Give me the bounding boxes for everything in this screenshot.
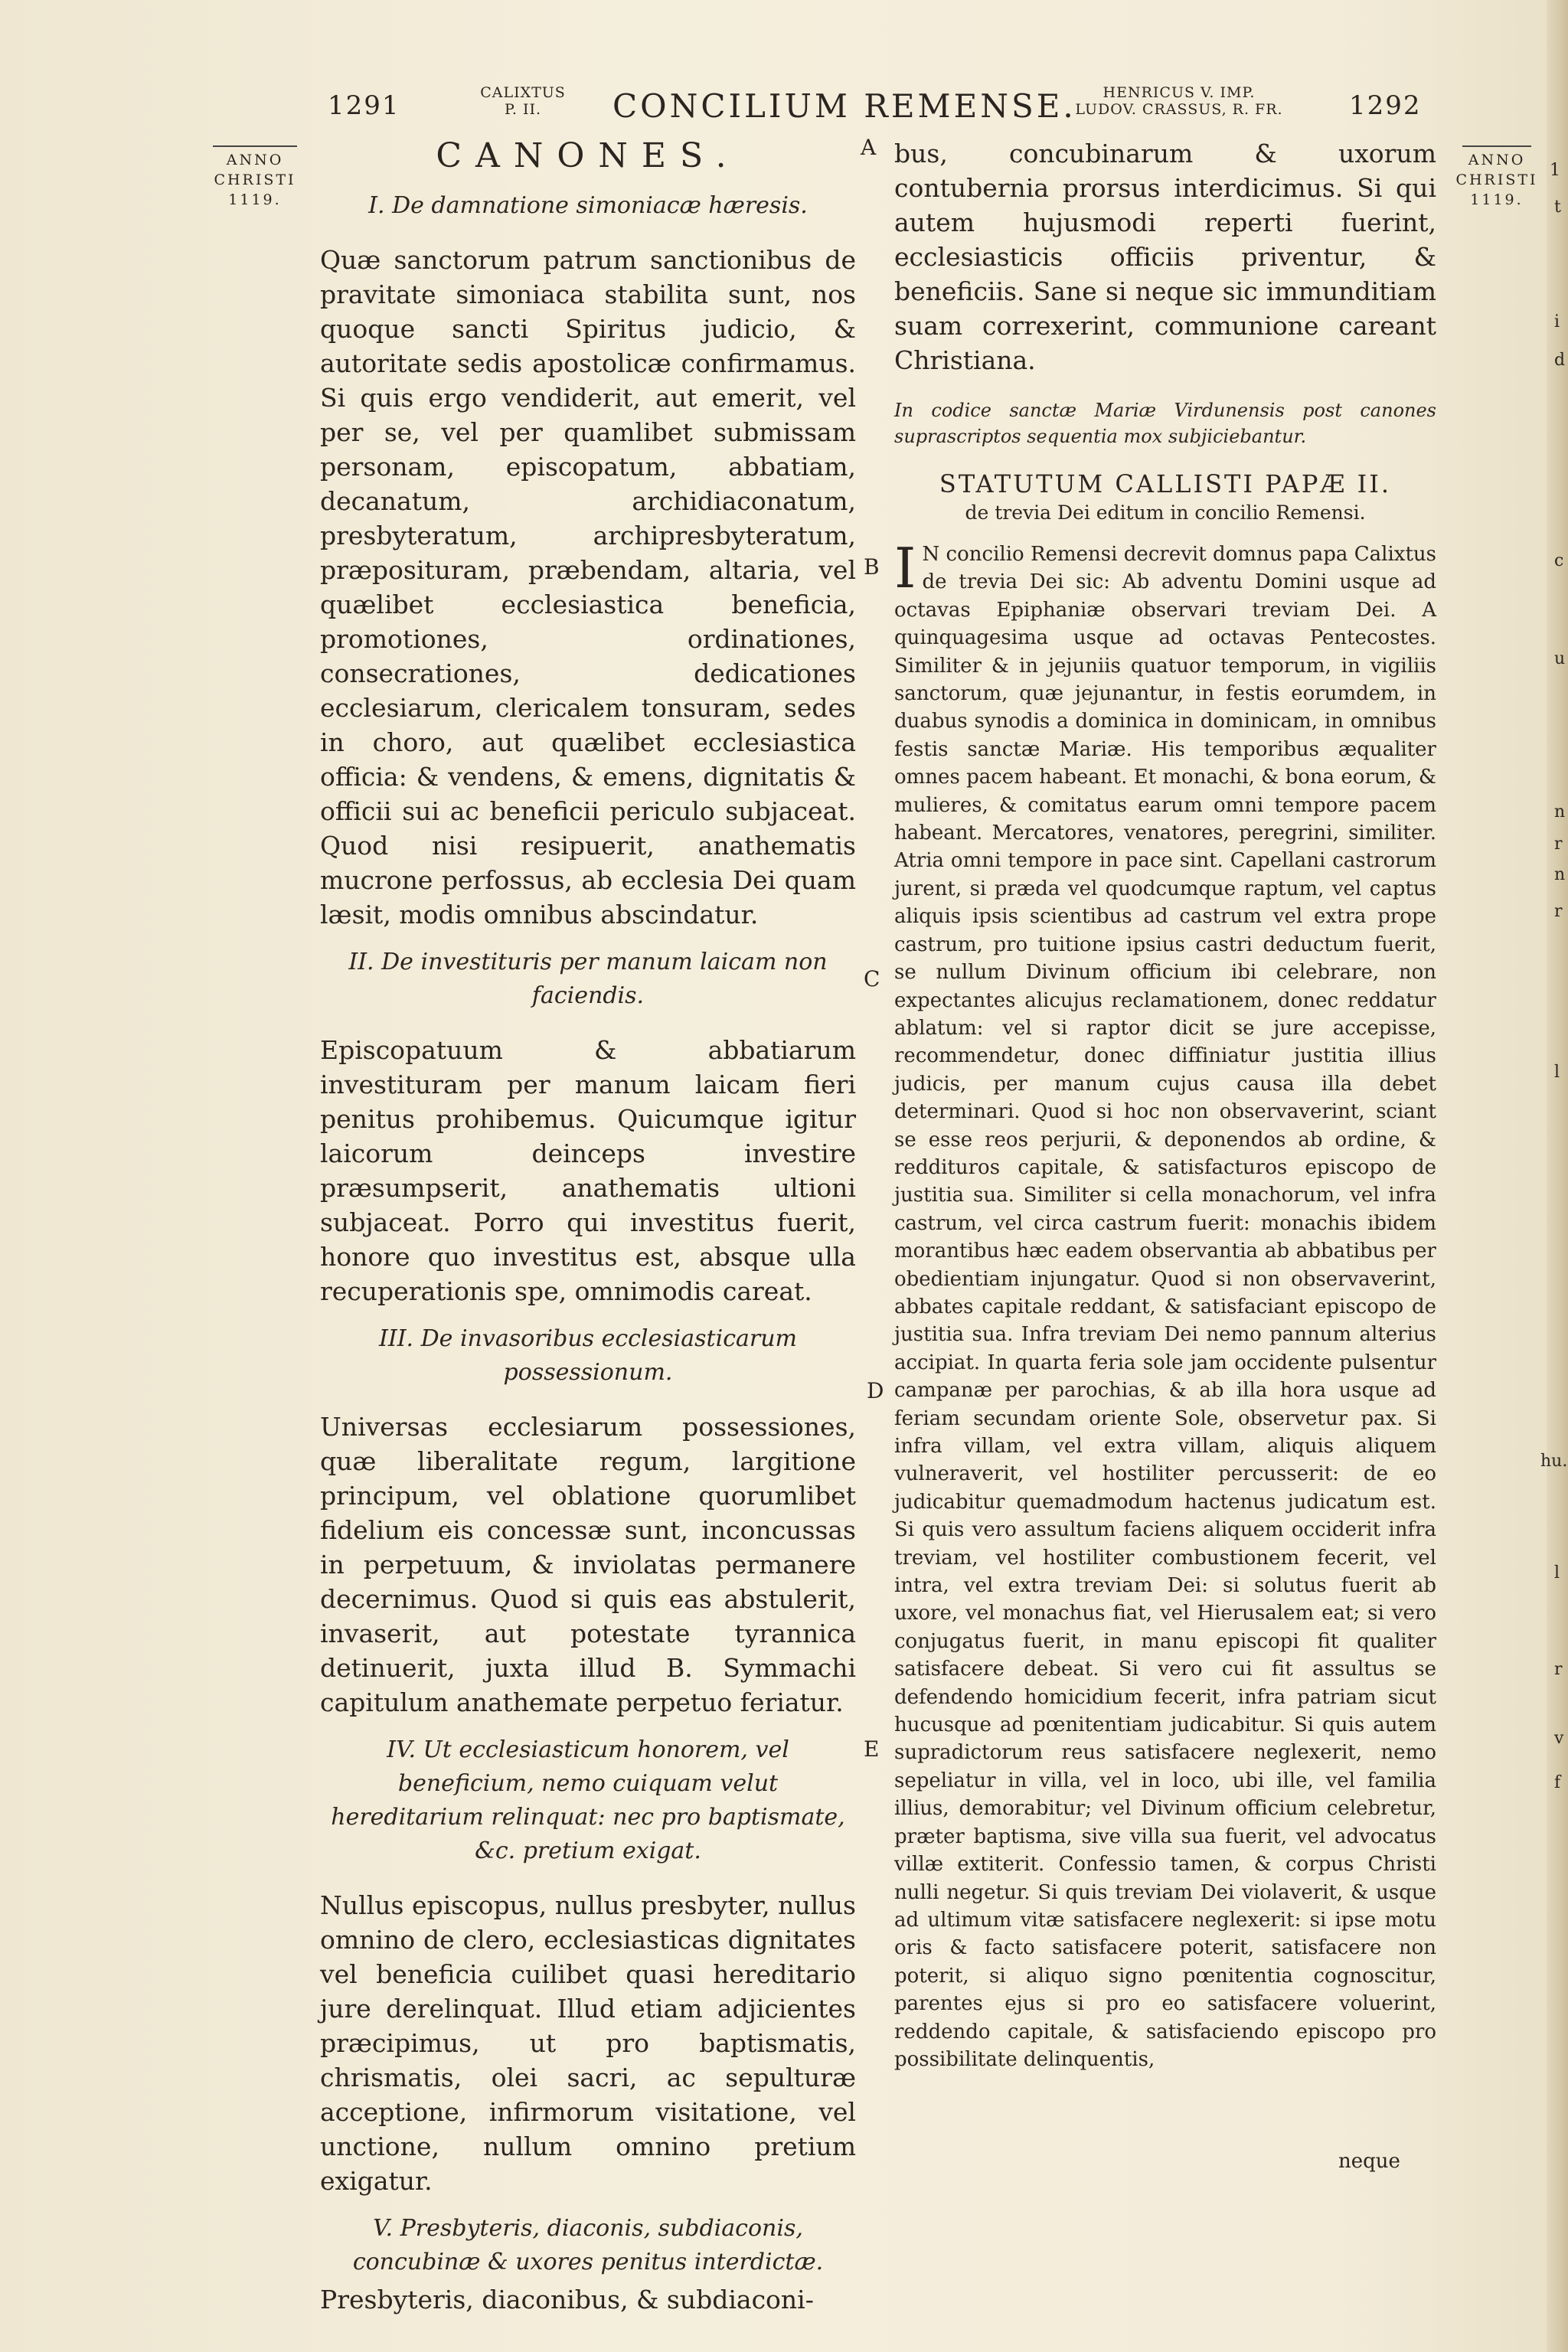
canon-title: II. De investituris per manum laicam non faciendis. [348, 949, 828, 1009]
canon-text: Quæ sanctorum patrum sanctionibus de pravitate simoniaca stabilita sunt, nos quoque sancti Spiritus judicio, & autoritate sedis apostolicæ confirmamus. Si quis ergo vendiderit, aut emerit, vel per se, vel per quamlibet submissam personam, episcopatum, abbatiam, decanatum, archidiaconatum, presbyteratum, archipresbyteratum, præposituram, præbendam, altaria, vel quælibet ecclesiastica beneficia, promotiones, ordinationes, consecrationes, dedicationes ecclesiarum, clericalem tonsuram, sedes in choro, aut quælibet ecclesiastica officia: & vendens, & emens, dignitatis & officii sui ac beneficii periculo subjaceat. Quod nisi resipuerit, anathematis mucrone perfossus, ab ecclesia Dei quam læsit, modis omnibus abscindatur. [320, 245, 856, 929]
edge-mark: hu. [1540, 1452, 1568, 1471]
canon-title: III. De invasoribus ecclesiasticarum possessionum. [379, 1325, 797, 1386]
canon-2 [320, 946, 856, 1308]
canon-text: Universas ecclesiarum possessiones, quæ liberalitate regum, largitione principum, vel oblatione quorumlibet fidelium eis concessæ sunt, inconcussas in perpetuum, & inviolatas permanere decernimus. Quod si quis eas abstulerit, invaserit, aut potestate tyrannica detinuerit, juxta illud B. Symmachi capitulum anathemate perpetuo feriatur. [320, 1412, 856, 1717]
page-number-left: 1291 [328, 90, 400, 121]
section-marker-e: E [864, 1736, 880, 1762]
edge-mark: t [1554, 198, 1561, 217]
edge-mark: d [1554, 351, 1566, 370]
canon-title: V. Presbyteris, diaconis, subdiaconis, concubinæ & uxores penitus interdictæ. [352, 2215, 824, 2275]
section-marker-d: D [867, 1378, 884, 1403]
margin-year: 1119. [228, 191, 282, 208]
section-marker-b: B [864, 554, 880, 580]
edge-mark: f [1554, 1773, 1561, 1792]
margin-rule [213, 145, 297, 147]
drop-cap: I [894, 536, 916, 600]
edge-mark: l [1554, 1063, 1560, 1082]
header-pope [473, 84, 573, 118]
canon-text: Nullus episcopus, nullus presbyter, nullus omnino de clero, ecclesiasticas dignitates vel beneficia cuilibet quasi hereditario jure derelinquat. Illud etiam adjicientes præcipimus, ut pro baptismatis, chrismatis, olei sacri, ac sepulturæ acceptione, infirmorum visitatione, vel unctione, nullum omnino pretium exigatur. [320, 1890, 856, 2196]
edge-mark: i [1554, 312, 1560, 332]
canon-3 [320, 1322, 856, 1720]
section-marker-c: C [864, 966, 880, 991]
margin-christi-word: CHRISTI [214, 172, 296, 188]
header-pope-number: P. II. [504, 101, 542, 118]
edge-mark: c [1554, 551, 1564, 570]
edge-mark: r [1554, 902, 1563, 921]
header-emperor: HENRICUS V. IMP. [1102, 84, 1256, 101]
canon-text: Presbyteris, diaconibus, & subdiaconi- [320, 2285, 814, 2314]
canones-heading: CANONES. [436, 136, 740, 175]
header-title: CONCILIUM REMENSE. [612, 87, 1076, 125]
canon-5 [320, 2212, 856, 2317]
header-king: LUDOV. CRASSUS, R. FR. [1075, 101, 1283, 118]
edge-mark: r [1554, 835, 1563, 854]
header-rulers [1057, 84, 1302, 118]
canon-text: Episcopatuum & abbatiarum investituram per manum laicam fieri penitus prohibemus. Quicumque igitur laicorum deinceps investire præsumpserit, anathematis ultioni subjaceat. Porro qui investitus fuerit, honore quo investitus est, absque ulla recuperationis spe, omnimodis careat. [320, 1035, 856, 1306]
right-column [894, 136, 1436, 2073]
header-pope-name: CALIXTUS [480, 84, 566, 101]
margin-anno-word: ANNO [226, 152, 284, 168]
margin-year-right [1455, 145, 1539, 210]
canon-1 [320, 189, 856, 932]
margin-rule [1462, 145, 1531, 147]
canon-4 [320, 1733, 856, 2198]
margin-anno-word: ANNO [1468, 152, 1526, 168]
section-marker-a: A [861, 135, 877, 160]
edge-mark: r [1554, 1660, 1563, 1679]
statutum-body: N concilio Remensi decrevit domnus papa Calixtus de trevia Dei sic: Ab adventu Domini usque ad octavas Epiphaniæ observari treviam Dei. A quinquagesima usque ad octavas Pentecostes. Similiter & in jejuniis quatuor temporum, in vigiliis sanctorum, quæ jejunantur, in festis eorumdem, in duabus synodis a dominica in dominicam, in omnibus festis sanctæ Mariæ. His temporibus æqualiter omnes pacem habeant. Et monachi, & bona eorum, & mulieres, & comitatus earum omni tempore pacem habeant. Mercatores, venatores, peregrini, similiter. Atria omni tempore in pace sint. Capellani castrorum jurent, si præda vel quodcumque raptum, vel captus aliquis ipsis scientibus ad castrum vel extra prope castrum, pro tuitione ipsius castri deductum fuerit, se nullum Divinum officium ibi celebrare, non expectantes alicujus reclamationem, donec reddatur ablatum: vel si raptor dicit se jure accepisse, recommendetur, donec diffiniatur justitia illius judicis, per manum cujus causa illa debet determinari. Quod si hoc non observaverint, sciant se esse reos perjurii, & deponendos ab ordine, & reddituros capitale, & satisfacturos episcopo de justitia sua. Similiter si cella monachorum, vel infra castrum, vel circa castrum fuerit: monachis ibidem morantibus hæc eadem observantia ab abbatibus per obedientiam injungatur. Quod si non observaverint, abbates capitale reddant, & satisfaciant episcopo de justitia sua. Infra treviam Dei nemo pannum alterius accipiat. In quarta feria sole jam occidente pulsentur campanæ per parochias, & ab illa hora usque ad feriam secundam oriente Sole, observetur pax. Si infra villam, vel extra villam, aliquis aliquem vulneraverit, vel hostiliter percusserit: de eo judicabitur quemadmodum hactenus judicatum est. Si quis vero assultum faciens aliquem occiderit infra treviam, vel hostiliter combustionem fecerit, vel intra, vel extra treviam Dei: si solutus fuerit ab uxore, vel monachus fiat, vel Hierusalem eat; si vero conjugatus fuerit, in manu episcopi fit qualiter satisfacere debeat. Si vero cui fit assultus se defendendo homicidium fecerit, infra patriam sicut hucusque ad pœnitentiam judicabitur. Si quis autem supradictorum reus satisfacere neglexerit, nemo sepeliatur in villa, vel in loco, ubi ille, vel familia illius, demorabitur; vel Divinum officium celebretur, præter baptisma, sive villa sua fuerit, vel advocatus villæ extiterit. Confessio tamen, & corpus Christi nulli negetur. Si quis treviam Dei violaverit, & usque ad ultimum vitæ satisfacere neglexerit: si ipse motu oris & facto satisfacere poterit, satisfacere non poterit, si aliquo signo pœnitentia cognoscitur, parentes ejus si pro eo satisfacere voluerint, reddendo capitale, & satisfaciendo episcopo pro possibilitate delinquentis, [894, 543, 1436, 2071]
catchword: neque [1338, 2150, 1400, 2173]
codex-note: In codice sanctæ Mariæ Virdunensis post canones suprascriptos sequentia mox subjiciebantur. [894, 400, 1436, 447]
edge-mark: v [1554, 1729, 1564, 1748]
page-number-right: 1292 [1349, 90, 1422, 121]
left-column [320, 136, 856, 2317]
edge-mark: n [1554, 802, 1566, 822]
margin-year-left [205, 145, 305, 210]
margin-christi-word: CHRISTI [1455, 172, 1538, 188]
edge-mark: u [1554, 649, 1566, 668]
canon-title: IV. Ut ecclesiasticum honorem, vel beneficium, nemo cuiquam velut hereditarium relinquat: nec pro baptismate, &c. pretium exigat. [331, 1736, 845, 1864]
edge-mark: n [1554, 865, 1566, 884]
edge-mark: 1 [1550, 161, 1560, 180]
canon-5-continuation: bus, concubinarum & uxorum contubernia prorsus interdicimus. Si qui autem hujusmodi reperti fuerint, ecclesiasticis officiis priventur, & beneficiis. Sane si neque sic immunditiam suam correxerint, communione careant Christiana. [894, 139, 1436, 375]
edge-mark: l [1554, 1563, 1560, 1583]
statutum-title: STATUTUM CALLISTI PAPÆ II. [939, 469, 1392, 498]
margin-year: 1119. [1470, 191, 1524, 208]
running-header [0, 77, 1568, 130]
canon-title: I. De damnatione simoniacæ hæresis. [368, 192, 808, 219]
statutum-subtitle: de trevia Dei editum in concilio Remensi. [965, 501, 1366, 524]
statutum-text [894, 536, 1436, 2073]
